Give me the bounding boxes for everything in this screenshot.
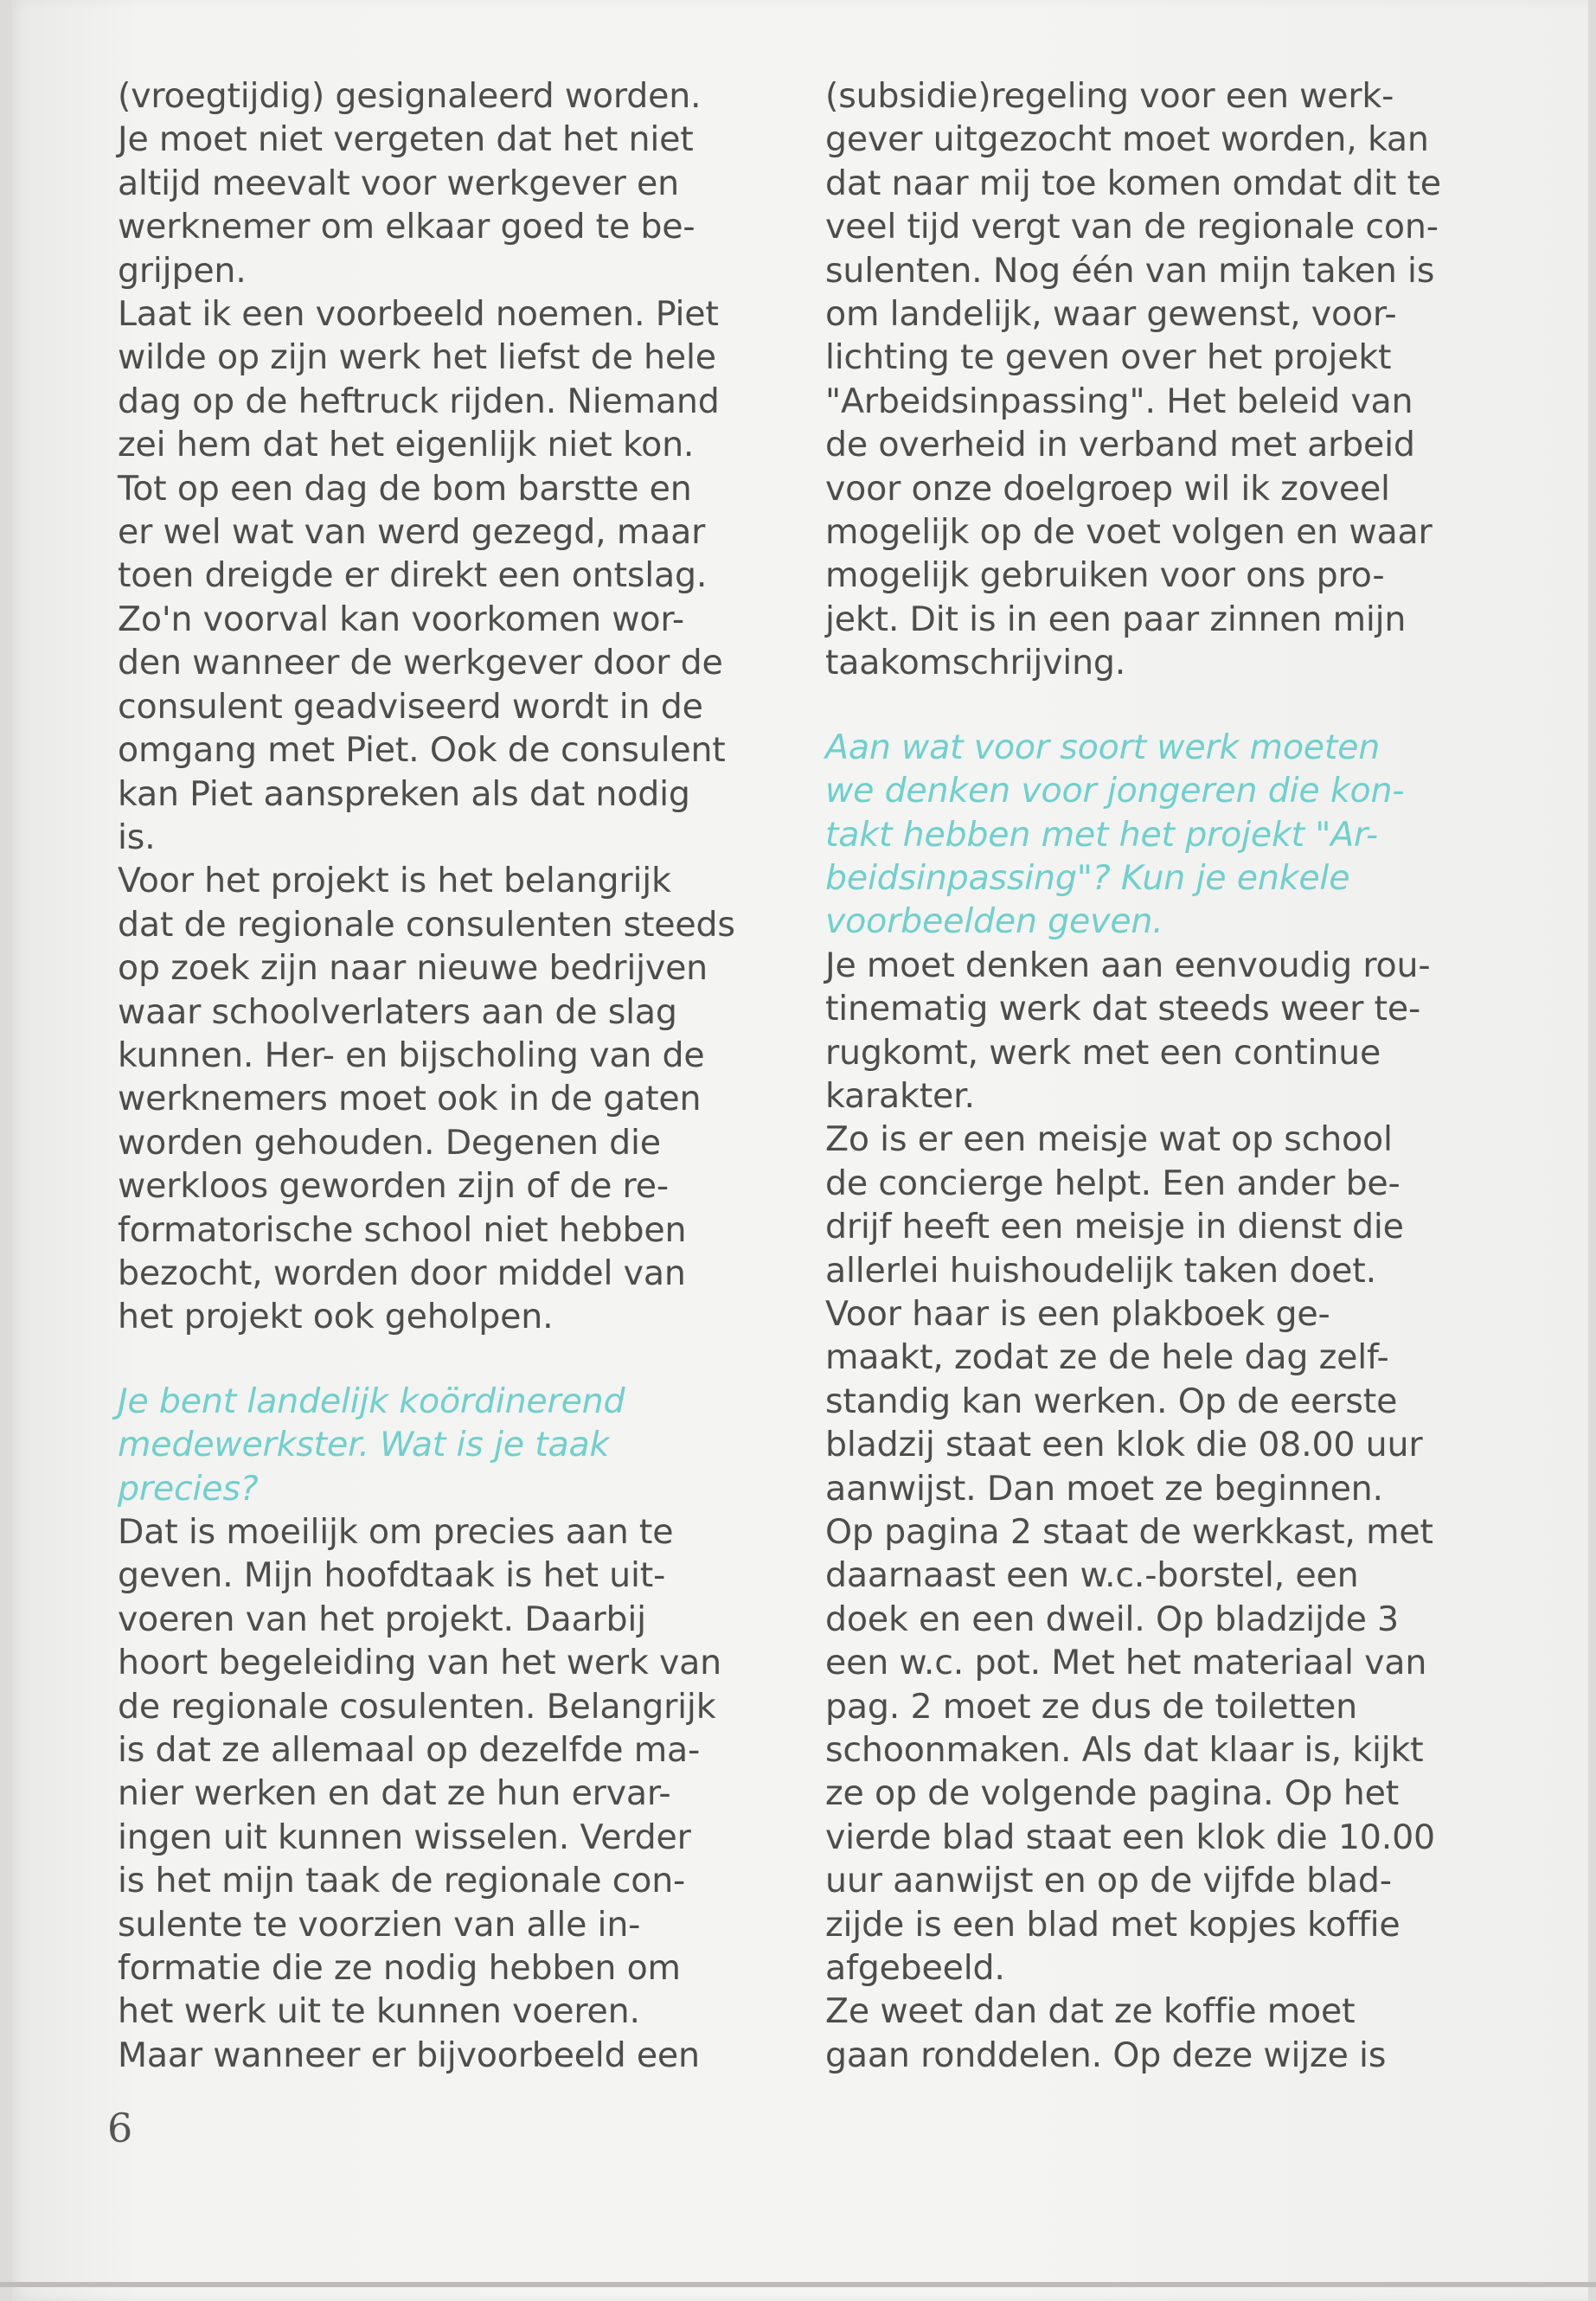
text-line: kunnen. Her- en bijscholing van de — [118, 1035, 705, 1075]
text-line: maakt, zodat ze de hele dag zelf- — [825, 1337, 1389, 1378]
text-line: op zoek zijn naar nieuwe bedrijven — [118, 948, 708, 989]
text-line: we denken voor jongeren die kon- — [825, 771, 1405, 811]
text-line: afgebeeld. — [825, 1948, 1005, 1989]
text-line: medewerkster. Wat is je taak — [118, 1425, 610, 1465]
text-line: veel tijd vergt van de regionale con- — [825, 207, 1439, 247]
text-line: zei hem dat het eigenlijk niet kon. — [118, 425, 695, 465]
text-line: den wanneer de werkgever door de — [118, 643, 723, 683]
left-paragraph-a — [118, 74, 792, 1339]
text-line: karakter. — [825, 1075, 975, 1116]
text-line: Zo is er een meisje wat op school — [825, 1119, 1393, 1160]
text-line: dat naar mij toe komen omdat dit te — [825, 163, 1441, 203]
text-line: Tot op een dag de bom barstte en — [118, 468, 692, 509]
text-line: Je moet niet vergeten dat het niet — [118, 119, 694, 160]
text-line: Je moet denken aan eenvoudig rou- — [825, 945, 1431, 985]
text-line: er wel wat van werd gezegd, maar — [118, 512, 706, 553]
spacer — [118, 1339, 792, 1380]
text-line: Ze weet dan dat ze koffie moet — [825, 1991, 1356, 2032]
text-line: dat de regionale consulenten steeds — [118, 904, 735, 945]
text-line: de concierge helpt. Een ander be- — [825, 1163, 1401, 1203]
text-line: zijde is een blad met kopjes koffie — [825, 1904, 1401, 1945]
text-line: precies? — [118, 1468, 259, 1509]
left-question — [118, 1380, 792, 1510]
text-line: lichting te geven over het projekt — [825, 337, 1392, 378]
text-line: Zo'n voorval kan voorkomen wor- — [118, 599, 684, 639]
text-line: nier werken en dat ze hun ervar- — [118, 1773, 671, 1814]
text-line: Laat ik een voorbeeld noemen. Piet — [118, 294, 719, 335]
text-line: formatorische school niet hebben — [118, 1209, 687, 1250]
text-line: jekt. Dit is in een paar zinnen mijn — [825, 599, 1407, 639]
page — [12, 0, 1588, 2301]
right-paragraph-a — [825, 74, 1483, 685]
text-line: voor onze doelgroep wil ik zoveel — [825, 468, 1390, 509]
text-line: consulent geadviseerd wordt in de — [118, 686, 703, 727]
text-line: werknemer om elkaar goed te be- — [118, 207, 695, 247]
text-line: sulente te voorzien van alle in- — [118, 1904, 641, 1945]
text-line: formatie die ze nodig hebben om — [118, 1948, 681, 1989]
text-line: gaan ronddelen. Op deze wijze is — [825, 2035, 1387, 2075]
right-question — [825, 726, 1483, 944]
page-number: 6 — [107, 2105, 133, 2151]
text-line: tinematig werk dat steeds weer te- — [825, 989, 1420, 1029]
scan-edge — [0, 2282, 1596, 2287]
text-line: het projekt ook geholpen. — [118, 1297, 554, 1337]
text-line: voorbeelden geven. — [825, 901, 1163, 942]
text-line: standig kan werken. Op de eerste — [825, 1381, 1398, 1421]
text-line: vierde blad staat een klok die 10.00 — [825, 1817, 1435, 1857]
text-line: voeren van het projekt. Daarbij — [118, 1599, 646, 1639]
text-line: taakomschrijving. — [825, 643, 1126, 683]
text-line: mogelijk op de voet volgen en waar — [825, 512, 1433, 553]
text-line: sulenten. Nog één van mijn taken is — [825, 250, 1435, 291]
text-line: omgang met Piet. Ook de consulent — [118, 730, 726, 771]
text-line: rugkomt, werk met een continue — [825, 1032, 1381, 1073]
text-line: werkloos geworden zijn of de re- — [118, 1166, 669, 1207]
text-line: bladzij staat een klok die 08.00 uur — [825, 1425, 1423, 1465]
text-line: (subsidie)regeling voor een werk- — [825, 76, 1394, 116]
text-line: hoort begeleiding van het werk van — [118, 1643, 722, 1683]
text-line: ingen uit kunnen wisselen. Verder — [118, 1817, 691, 1857]
text-line: daarnaast een w.c.-borstel, een — [825, 1555, 1359, 1596]
text-line: toen dreigde er direkt een ontslag. — [118, 555, 708, 596]
text-line: "Arbeidsinpassing". Het beleid van — [825, 381, 1413, 421]
text-line: bezocht, worden door middel van — [118, 1253, 686, 1293]
text-line: een w.c. pot. Met het materiaal van — [825, 1643, 1427, 1683]
text-line: het werk uit te kunnen voeren. — [118, 1991, 640, 2032]
right-paragraph-b — [825, 944, 1483, 2078]
text-line: ze op de volgende pagina. Op het — [825, 1773, 1399, 1814]
text-line: Dat is moeilijk om precies aan te — [118, 1512, 674, 1552]
text-line: Je bent landelijk koördinerend — [118, 1381, 625, 1421]
text-line: beidsinpassing"? Kun je enkele — [825, 857, 1350, 898]
text-line: Op pagina 2 staat de werkkast, met — [825, 1512, 1433, 1552]
text-line: de overheid in verband met arbeid — [825, 425, 1415, 465]
text-line: uur aanwijst en op de vijfde blad- — [825, 1861, 1392, 1901]
text-line: de regionale cosulenten. Belangrijk — [118, 1686, 716, 1727]
text-line: schoonmaken. Als dat klaar is, kijkt — [825, 1730, 1424, 1771]
text-line: kan Piet aanspreken als dat nodig — [118, 773, 690, 814]
text-line: mogelijk gebruiken voor ons pro- — [825, 555, 1385, 596]
text-line: werknemers moet ook in de gaten — [118, 1079, 702, 1119]
text-line: Voor het projekt is het belangrijk — [118, 861, 671, 901]
text-line: gever uitgezocht moet worden, kan — [825, 119, 1429, 160]
text-line: Maar wanneer er bijvoorbeeld een — [118, 2035, 700, 2075]
text-line: dag op de heftruck rijden. Niemand — [118, 381, 720, 421]
text-line: is. — [118, 817, 156, 857]
text-line: pag. 2 moet ze dus de toiletten — [825, 1686, 1357, 1727]
text-line: om landelijk, waar gewenst, voor- — [825, 294, 1397, 335]
text-line: altijd meevalt voor werkgever en — [118, 163, 679, 203]
text-line: waar schoolverlaters aan de slag — [118, 991, 677, 1032]
text-line: worden gehouden. Degenen die — [118, 1122, 661, 1163]
text-line: drijf heeft een meisje in dienst die — [825, 1207, 1404, 1247]
text-line: grijpen. — [118, 250, 247, 291]
right-column — [825, 74, 1483, 2077]
text-line: (vroegtijdig) gesignaleerd worden. — [118, 76, 702, 116]
text-line: Voor haar is een plakboek ge- — [825, 1293, 1330, 1334]
left-column — [118, 74, 792, 2077]
spacer — [825, 685, 1483, 726]
text-line: geven. Mijn hoofdtaak is het uit- — [118, 1555, 666, 1596]
text-line: takt hebben met het projekt "Ar- — [825, 814, 1378, 855]
text-line: doek en een dweil. Op bladzijde 3 — [825, 1599, 1399, 1639]
left-paragraph-b — [118, 1510, 792, 2077]
text-line: wilde op zijn werk het liefst de hele — [118, 337, 716, 378]
text-line: is het mijn taak de regionale con- — [118, 1861, 686, 1901]
text-line: is dat ze allemaal op dezelfde ma- — [118, 1730, 701, 1771]
text-line: Aan wat voor soort werk moeten — [825, 727, 1381, 767]
text-line: aanwijst. Dan moet ze beginnen. — [825, 1468, 1383, 1509]
text-line: allerlei huishoudelijk taken doet. — [825, 1250, 1376, 1291]
